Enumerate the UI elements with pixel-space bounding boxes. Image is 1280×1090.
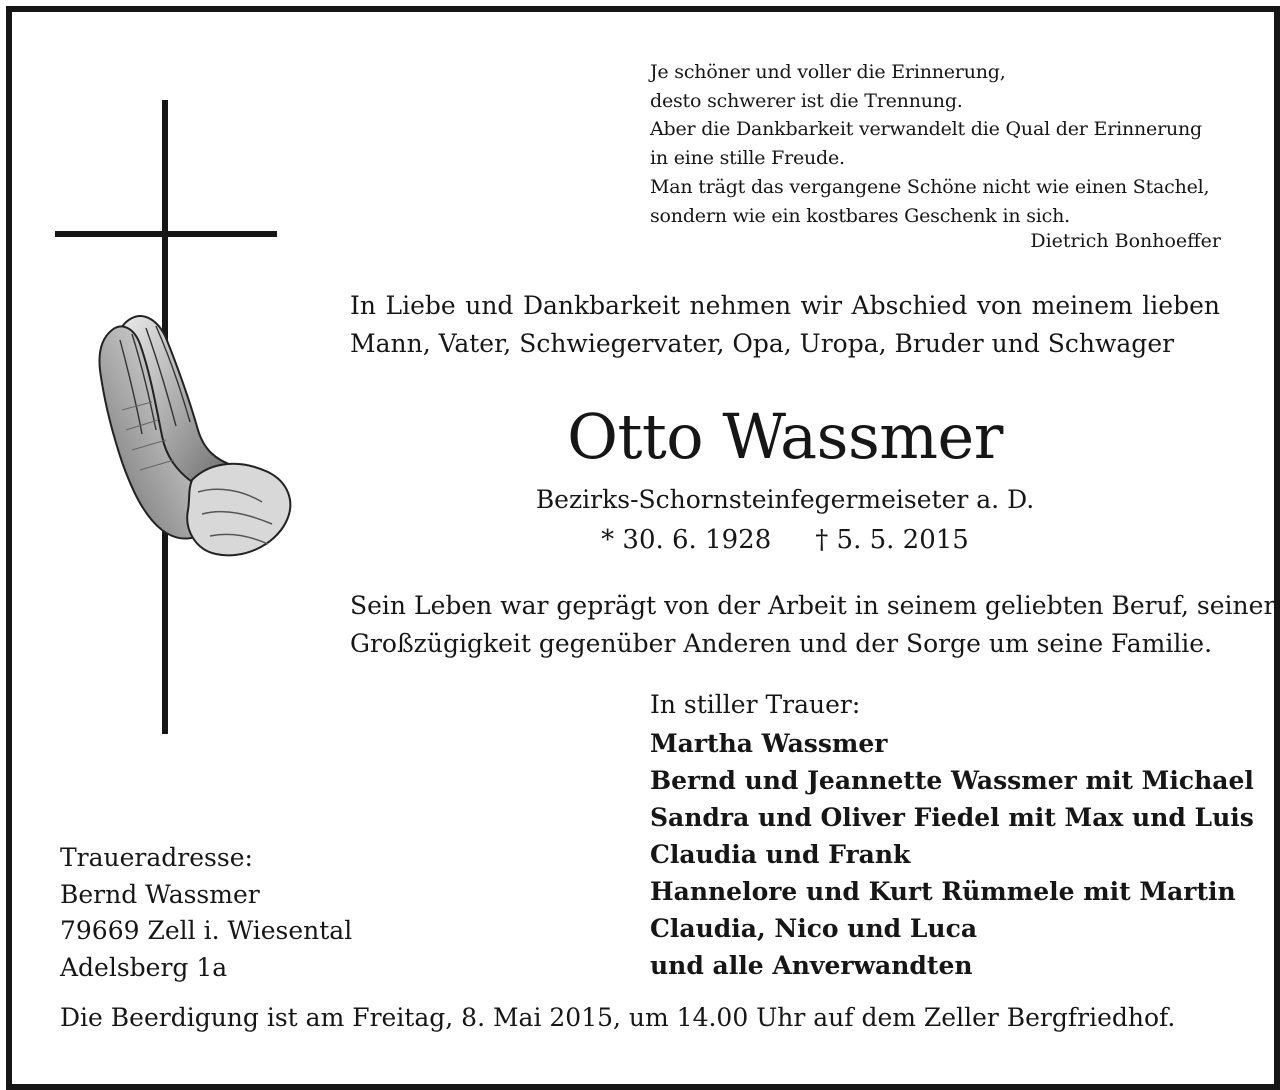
mourners-list [650, 725, 1254, 984]
intro-line: Mann, Vater, Schwiegervater, Opa, Uropa, Bruder und Schwager [350, 329, 1175, 358]
quote-line: Je schöner und voller die Erinnerung, [650, 61, 1006, 83]
life-line: Großzügigkeit gegenüber Anderen und der Sorge um seine Familie. [350, 629, 1213, 658]
mourner: und alle Anverwandten [650, 951, 973, 980]
mourner: Sandra und Oliver Fiedel mit Max und Luis [650, 803, 1254, 832]
mourner: Martha Wassmer [650, 729, 888, 758]
birth-date: * 30. 6. 1928 [601, 525, 772, 555]
mourner: Claudia, Nico und Luca [650, 914, 978, 943]
address-name: Bernd Wassmer [60, 879, 260, 909]
deceased-title: Bezirks-Schornsteinfegermeiseter a. D. [535, 485, 1035, 514]
praying-hands-icon [92, 310, 297, 570]
life-text [350, 587, 1276, 663]
intro-line: In Liebe und Dankbarkeit nehmen wir Abschied von meinem lieben [350, 291, 1220, 320]
quote-line: Man trägt das vergangene Schöne nicht wie einen Stachel, [650, 175, 1210, 198]
quote-line: Aber die Dankbarkeit verwandelt die Qual der Erinnerung [650, 118, 1202, 141]
quote-line: in eine stille Freude. [650, 147, 845, 170]
quote-line: desto schwerer ist die Trennung. [650, 89, 963, 112]
cross-icon-horizontal-bar [55, 231, 277, 237]
mourner: Claudia und Frank [650, 840, 911, 869]
mourner: Hannelore und Kurt Rümmele mit Martin [650, 877, 1236, 906]
intro-text [350, 287, 1220, 363]
life-dates [350, 525, 1220, 555]
quote [650, 58, 1209, 230]
address-street: Adelsberg 1a [60, 952, 228, 982]
quote-line: sondern wie ein kostbares Geschenk in sich. [650, 204, 1070, 227]
death-date: † 5. 5. 2015 [815, 525, 969, 555]
address-city: 79669 Zell i. Wiesental [60, 916, 353, 945]
funeral-info: Die Beerdigung ist am Freitag, 8. Mai 2015, um 14.00 Uhr auf dem Zeller Bergfriedhof. [60, 1003, 1176, 1032]
mourner: Bernd und Jeannette Wassmer mit Michael [650, 766, 1254, 795]
deceased-name: Otto Wassmer [567, 400, 1003, 473]
mourning-label: In stiller Trauer: [650, 690, 861, 719]
mourning-address [60, 840, 352, 986]
quote-author: Dietrich Bonhoeffer [1030, 230, 1221, 252]
address-label: Traueradresse: [60, 843, 253, 872]
life-line: Sein Leben war geprägt von der Arbeit in seinem geliebten Beruf, seiner [350, 591, 1276, 620]
